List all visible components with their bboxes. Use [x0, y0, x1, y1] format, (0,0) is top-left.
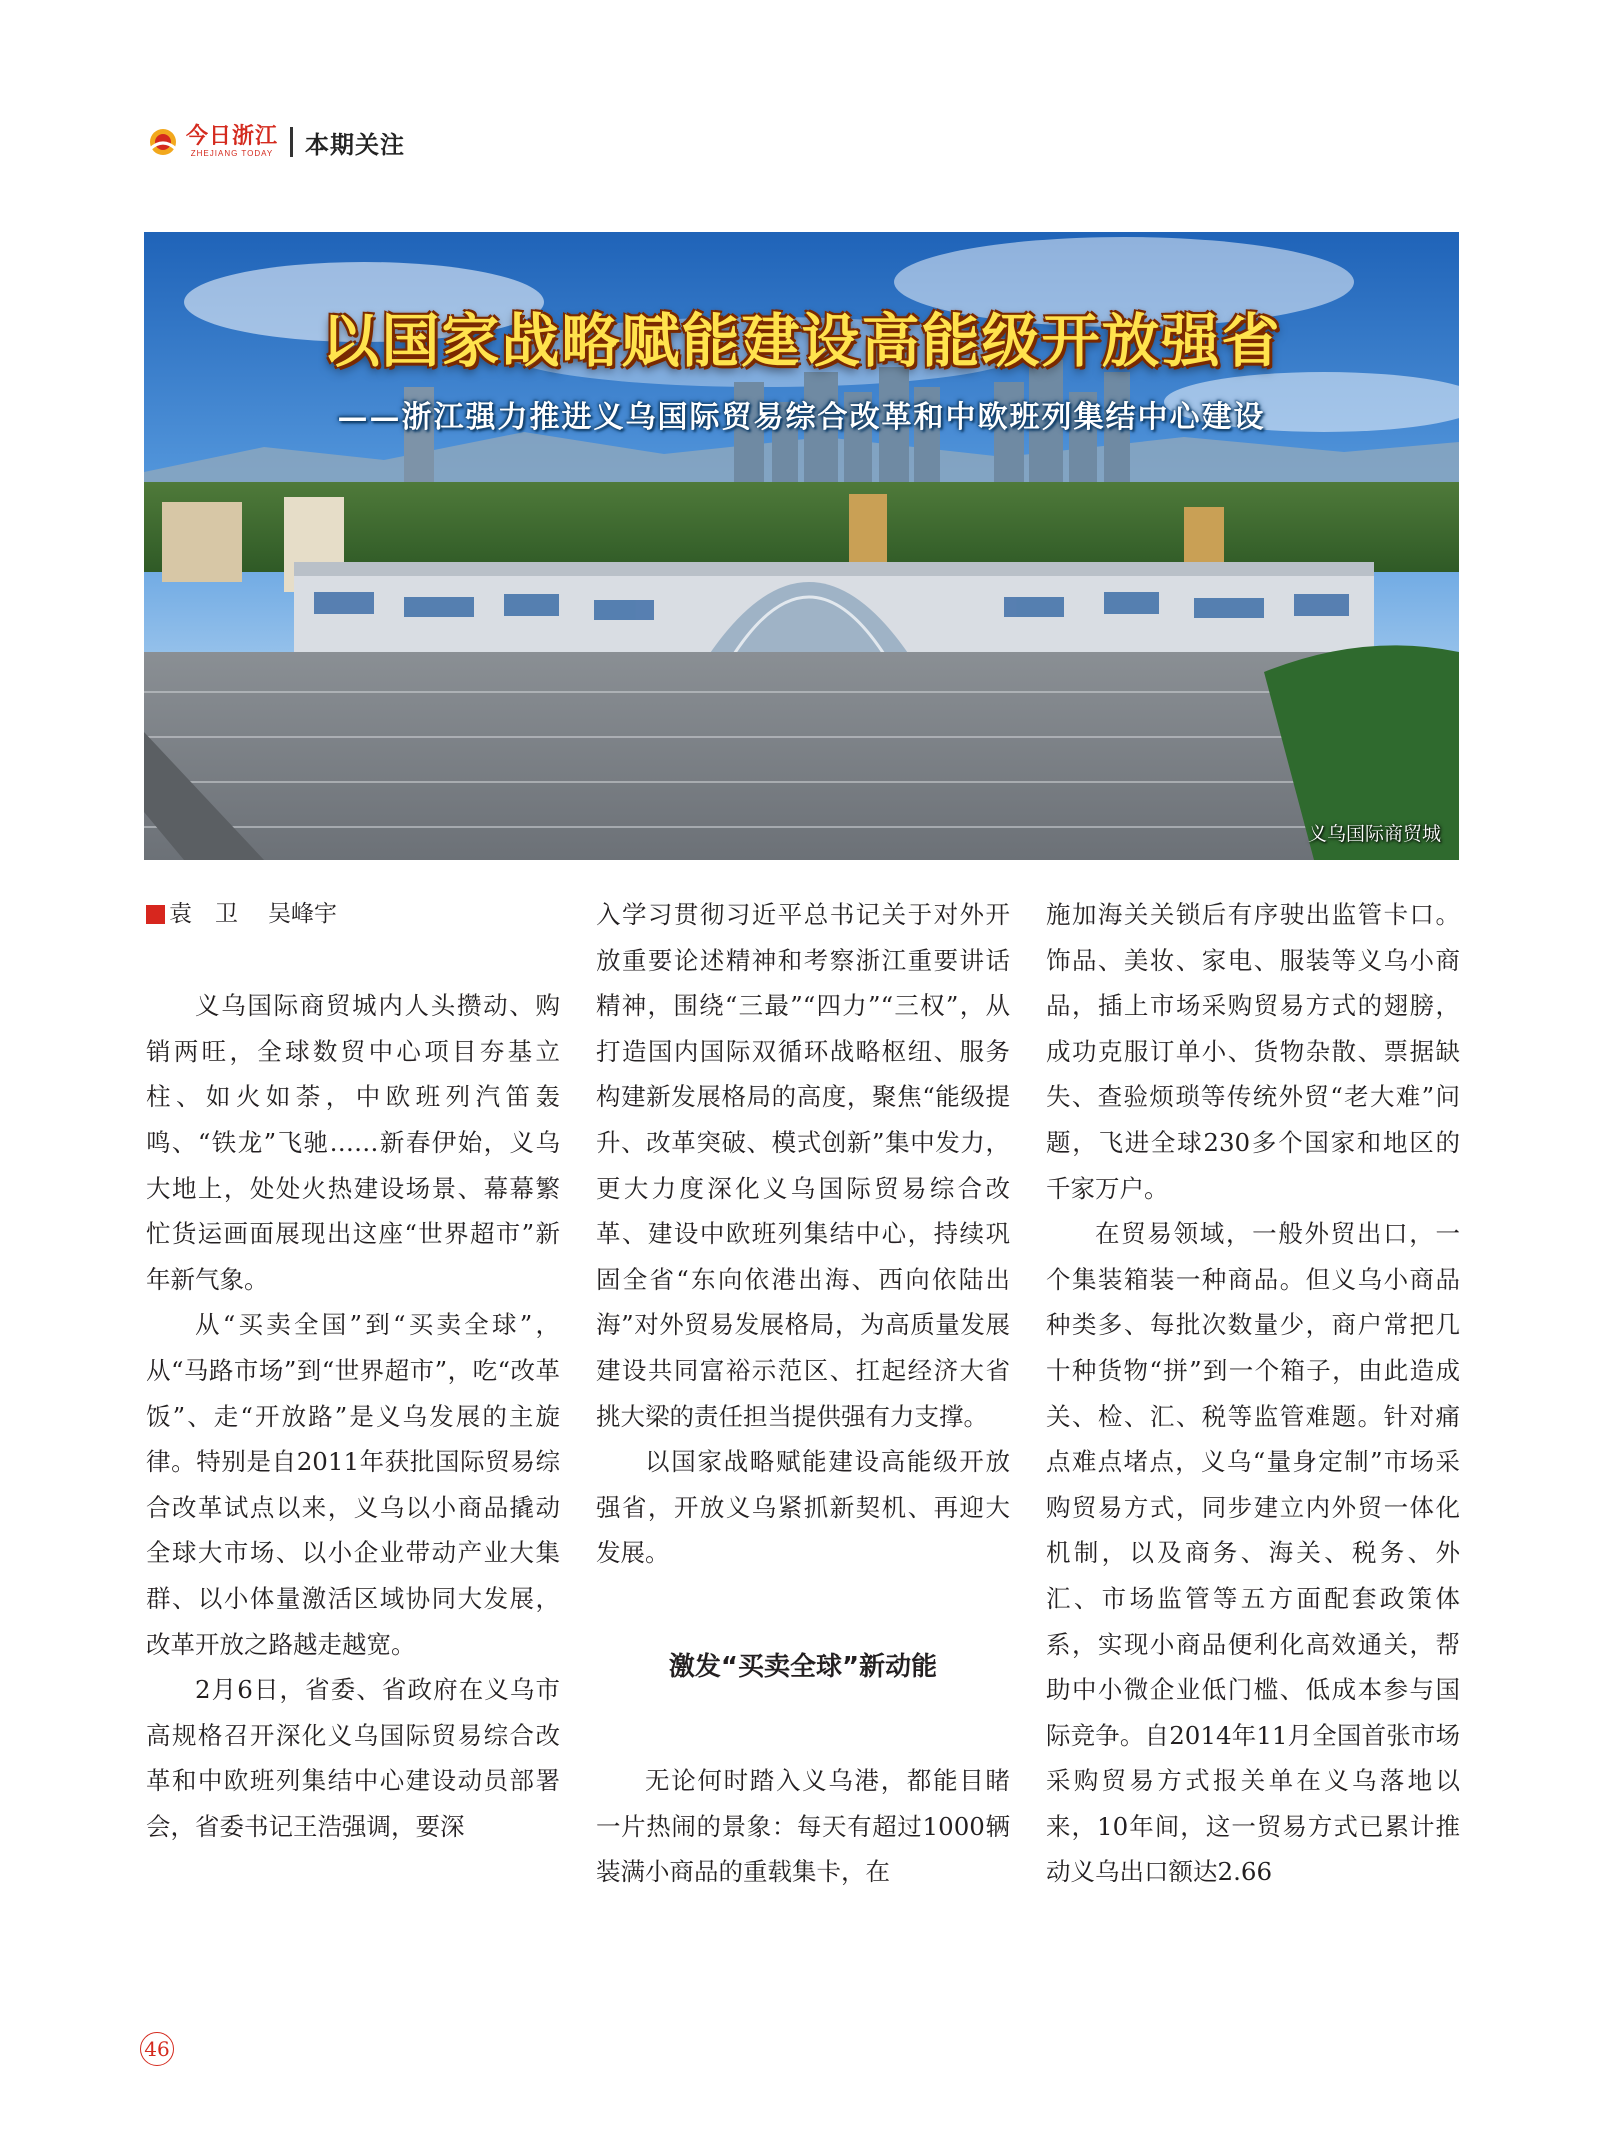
- article-title: 以国家战略赋能建设高能级开放强省: [321, 307, 1282, 375]
- magazine-logo: [146, 125, 278, 159]
- page-header: [146, 118, 405, 166]
- paragraph: 无论何时踏入义乌港，都能目睹一片热闹的景象：每天有超过1000辆装满小商品的重载集卡，在: [596, 1766, 1010, 1887]
- author-name: 吴峰宇: [268, 901, 337, 927]
- author-name: 袁 卫: [169, 901, 238, 927]
- paragraph: 2月6日，省委、省政府在义乌市高规格召开深化义乌国际贸易综合改革和中欧班列集结中心建设动员部署会，省委书记王浩强调，要深: [146, 1675, 560, 1841]
- paragraph: 义乌国际商贸城内人头攒动、购销两旺，全球数贸中心项目夯基立柱、如火如荼，中欧班列汽笛轰鸣、“铁龙”飞驰……新春伊始，义乌大地上，处处火热建设场景、幕幕繁忙货运画面展现出这座“世界超市”新年新气象。: [146, 991, 560, 1294]
- paragraph: 在贸易领域，一般外贸出口，一个集装箱装一种商品。但义乌小商品种类多、每批次数量少，商户常把几十种货物“拼”到一个箱子，由此造成关、检、汇、税等监管难题。针对痛点难点堵点，义乌“量身定制”市场采购贸易方式，同步建立内外贸一体化机制，以及商务、海关、税务、外汇、市场监管等五方面配套政策体系，实现小商品便利化高效通关，帮助中小微企业低门槛、低成本参与国际竞争。自2014年11月全国首张市场采购贸易方式报关单在义乌落地以来，10年间，这一贸易方式已累计推动义乌出口额达2.66: [1046, 1219, 1460, 1887]
- text-column-1: [146, 892, 560, 1849]
- paragraph: 从“买卖全国”到“买卖全球”，从“马路市场”到“世界超市”，吃“改革饭”、走“开放路”是义乌发展的主旋律。特别是自2011年获批国际贸易综合改革试点以来，义乌以小商品撬动全球大市场、以小企业带动产业大集群、以小体量激活区域协同大发展，改革开放之路越走越宽。: [146, 1310, 560, 1659]
- paragraph: 入学习贯彻习近平总书记关于对外开放重要论述精神和考察浙江重要讲话精神，围绕“三最”“四力”“三权”，从打造国内国际双循环战略枢纽、服务构建新发展格局的高度，聚焦“能级提升、改革突破、模式创新”集中发力，更大力度深化义乌国际贸易综合改革、建设中欧班列集结中心，持续巩固全省“东向依港出海、西向依陆出海”对外贸易发展格局，为高质量发展建设共同富裕示范区、扛起经济大省挑大梁的责任担当提供强有力支撑。: [596, 900, 1010, 1431]
- article-subtitle: ——浙江强力推进义乌国际贸易综合改革和中欧班列集结中心建设: [337, 400, 1266, 435]
- paragraph: 以国家战略赋能建设高能级开放强省，开放义乌紧抓新契机、再迎大发展。: [596, 1447, 1010, 1568]
- text-column-3: [1046, 892, 1460, 1895]
- byline: [146, 892, 560, 938]
- page-number: 46: [140, 2032, 174, 2066]
- red-square-icon: [146, 905, 165, 924]
- header-divider: [290, 127, 293, 157]
- text-column-2: [596, 892, 1010, 1895]
- logo-subtext: ZHEJIANG TODAY: [190, 149, 274, 158]
- paragraph: 施加海关关锁后有序驶出监管卡口。饰品、美妆、家电、服装等义乌小商品，插上市场采购贸易方式的翅膀，成功克服订单小、货物杂散、票据缺失、查验烦琐等传统外贸“老大难”问题，飞进全球230多个国家和地区的千家万户。: [1046, 900, 1460, 1203]
- photo-caption: 义乌国际商贸城: [1307, 823, 1441, 845]
- sun-logo-icon: [146, 125, 180, 159]
- section-heading: 激发“买卖全球”新动能: [668, 1651, 938, 1682]
- hero-photo: [144, 232, 1459, 860]
- section-label: 本期关注: [305, 130, 406, 159]
- logo-text: 今日浙江: [186, 124, 279, 149]
